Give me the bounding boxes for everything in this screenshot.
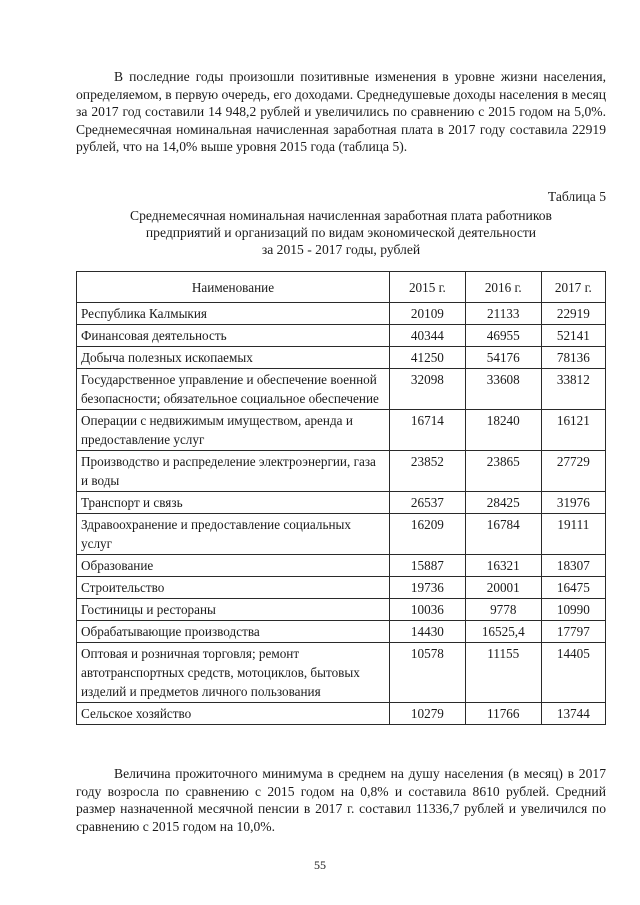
row-2016-cell: 16321: [465, 555, 541, 577]
row-2015-cell: 23852: [389, 451, 465, 492]
row-2015-cell: 26537: [389, 492, 465, 514]
row-2017-cell: 22919: [541, 303, 605, 325]
row-2016-cell: 18240: [465, 410, 541, 451]
row-name-cell: Обрабатывающие производства: [77, 621, 390, 643]
table-row: [77, 703, 606, 725]
header-2017: 2017 г.: [541, 272, 605, 303]
row-name-cell: Финансовая деятельность: [77, 325, 390, 347]
row-2015-cell: 16714: [389, 410, 465, 451]
table-row: [77, 621, 606, 643]
table-row: [77, 303, 606, 325]
row-2016-cell: 11155: [465, 643, 541, 703]
table-title-line: Среднемесячная номинальная начисленная заработная плата работников: [130, 208, 552, 223]
table-row: [77, 492, 606, 514]
table-row: [77, 369, 606, 410]
row-name-cell: Образование: [77, 555, 390, 577]
table-title: [76, 207, 606, 258]
intro-paragraph-text: В последние годы произошли позитивные изменения в уровне жизни населения, определяемом, в первую очередь, его доходами. Среднедушевые доходы населения в месяц за 2017 год составили 14 948,2 рублей и увеличились по сравнению с 2015 годом на 5,0%. Среднемесячная номинальная начисленная заработная плата в 2017 году составила 22919 рублей, что на 14,0% выше уровня 2015 года (таблица 5).: [76, 69, 606, 154]
row-2016-cell: 16784: [465, 514, 541, 555]
row-2015-cell: 14430: [389, 621, 465, 643]
row-2017-cell: 16121: [541, 410, 605, 451]
table-row: [77, 325, 606, 347]
row-name-cell: Оптовая и розничная торговля; ремонт автотранспортных средств, мотоциклов, бытовых изделий и предметов личного пользования: [77, 643, 390, 703]
row-name-cell: Здравоохранение и предоставление социальных услуг: [77, 514, 390, 555]
row-2017-cell: 17797: [541, 621, 605, 643]
row-2015-cell: 40344: [389, 325, 465, 347]
row-name-cell: Транспорт и связь: [77, 492, 390, 514]
row-2017-cell: 31976: [541, 492, 605, 514]
row-2015-cell: 10578: [389, 643, 465, 703]
row-2017-cell: 27729: [541, 451, 605, 492]
row-2015-cell: 32098: [389, 369, 465, 410]
row-2015-cell: 41250: [389, 347, 465, 369]
row-2015-cell: 10279: [389, 703, 465, 725]
table-header-row: [77, 272, 606, 303]
row-2017-cell: 19111: [541, 514, 605, 555]
row-2016-cell: 21133: [465, 303, 541, 325]
row-2015-cell: 19736: [389, 577, 465, 599]
row-2017-cell: 33812: [541, 369, 605, 410]
table-row: [77, 347, 606, 369]
row-2015-cell: 16209: [389, 514, 465, 555]
salary-table: [76, 271, 606, 725]
row-2016-cell: 23865: [465, 451, 541, 492]
closing-paragraph-text: Величина прожиточного минимума в среднем на душу населения (в месяц) в 2017 году возросла по сравнению с 2015 годом на 0,8% и составила 8610 рублей. Средний размер назначенной месячной пенсии в 2017 г. составил 11336,7 рублей и увеличился по сравнению с 2015 годом на 10,0%.: [76, 766, 606, 834]
table-row: [77, 410, 606, 451]
row-name-cell: Добыча полезных ископаемых: [77, 347, 390, 369]
closing-paragraph: [76, 765, 606, 835]
row-2017-cell: 13744: [541, 703, 605, 725]
row-2017-cell: 52141: [541, 325, 605, 347]
table-label: Таблица 5: [547, 189, 606, 204]
row-2016-cell: 28425: [465, 492, 541, 514]
row-name-cell: Гостиницы и рестораны: [77, 599, 390, 621]
row-2015-cell: 15887: [389, 555, 465, 577]
header-2015: 2015 г.: [389, 272, 465, 303]
row-2015-cell: 20109: [389, 303, 465, 325]
row-name-cell: Строительство: [77, 577, 390, 599]
table-row: [77, 555, 606, 577]
row-2016-cell: 16525,4: [465, 621, 541, 643]
table-row: [77, 451, 606, 492]
row-2016-cell: 33608: [465, 369, 541, 410]
row-2017-cell: 14405: [541, 643, 605, 703]
intro-paragraph: [76, 68, 606, 156]
row-2017-cell: 10990: [541, 599, 605, 621]
row-name-cell: Государственное управление и обеспечение военной безопасности; обязательное социальное обеспечение: [77, 369, 390, 410]
table-row: [77, 514, 606, 555]
row-2016-cell: 46955: [465, 325, 541, 347]
table-title-line: за 2015 - 2017 годы, рублей: [261, 242, 421, 257]
row-2016-cell: 20001: [465, 577, 541, 599]
page-number: 55: [314, 858, 326, 872]
table-row: [77, 599, 606, 621]
row-name-cell: Операции с недвижимым имуществом, аренда и предоставление услуг: [77, 410, 390, 451]
row-2016-cell: 54176: [465, 347, 541, 369]
row-2016-cell: 11766: [465, 703, 541, 725]
row-2017-cell: 16475: [541, 577, 605, 599]
table-row: [77, 577, 606, 599]
row-2017-cell: 18307: [541, 555, 605, 577]
table-title-line: предприятий и организаций по видам экономической деятельности: [145, 225, 537, 240]
row-name-cell: Сельское хозяйство: [77, 703, 390, 725]
header-2016: 2016 г.: [465, 272, 541, 303]
row-2017-cell: 78136: [541, 347, 605, 369]
row-2016-cell: 9778: [465, 599, 541, 621]
table-row: [77, 643, 606, 703]
row-2015-cell: 10036: [389, 599, 465, 621]
header-name: Наименование: [77, 272, 390, 303]
row-name-cell: Производство и распределение электроэнергии, газа и воды: [77, 451, 390, 492]
row-name-cell: Республика Калмыкия: [77, 303, 390, 325]
table-body: [77, 303, 606, 725]
